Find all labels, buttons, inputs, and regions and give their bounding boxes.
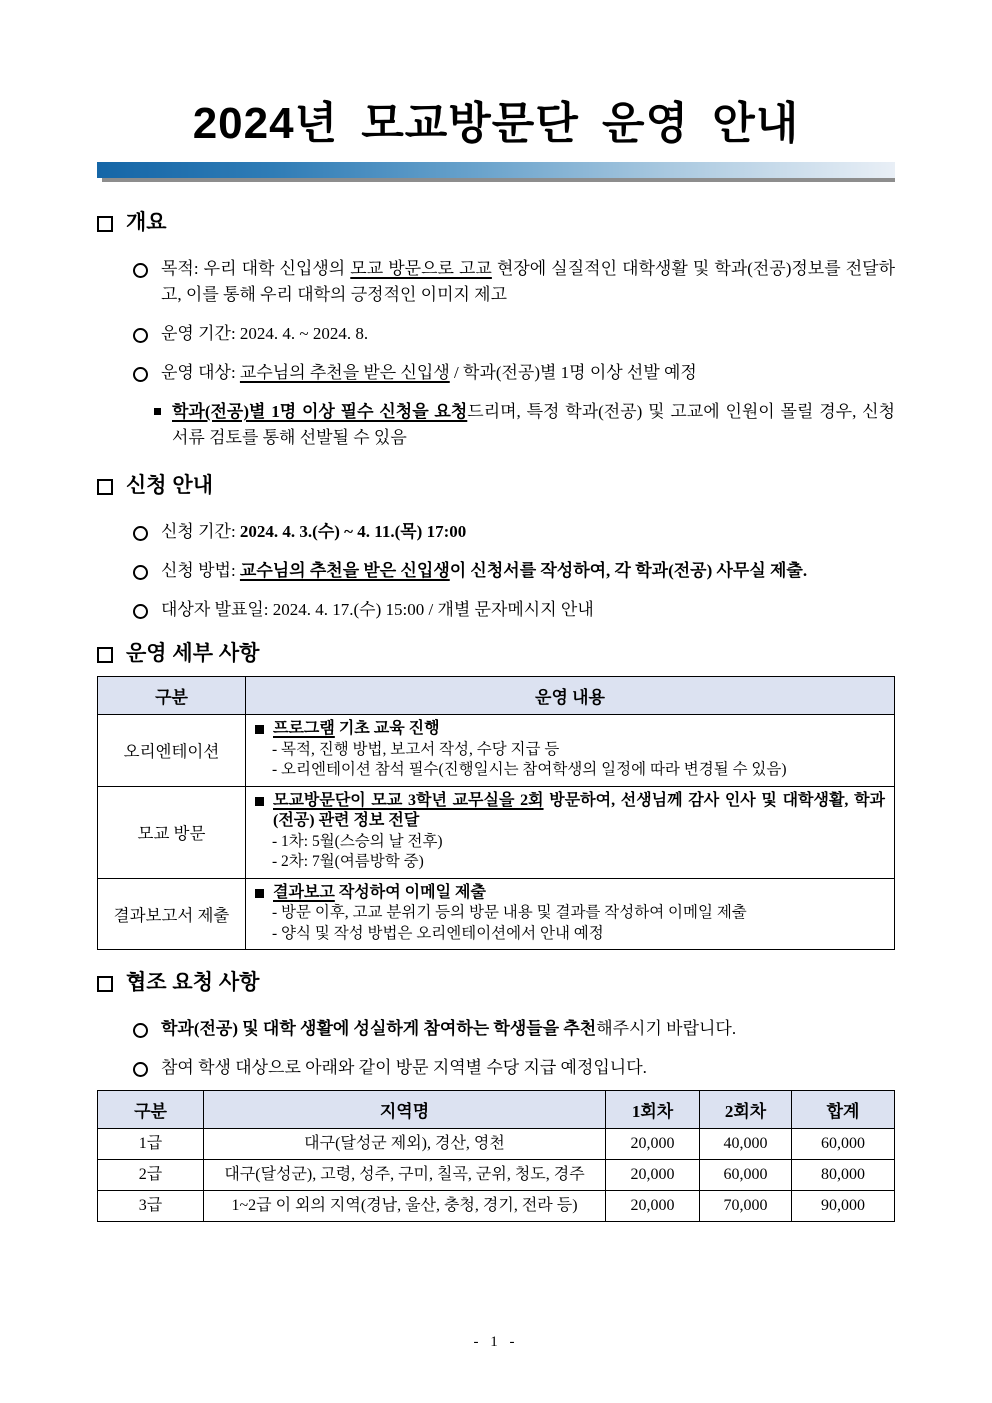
cell-title-text — [273, 883, 486, 904]
cell-sub-item: - 방문 이후, 고교 분위기 등의 방문 내용 및 결과를 작성하여 이메일 제출 — [272, 904, 747, 921]
amount-cell: 90,000 — [792, 1191, 895, 1222]
title-rule-shadow — [102, 178, 895, 182]
section-heading-label: 협조 요청 사항 — [126, 971, 260, 994]
application-method-text — [161, 558, 807, 584]
text-segment: 기초 교육 진행 — [334, 720, 440, 737]
circle-bullet-icon — [133, 604, 148, 619]
allowance-table — [97, 1090, 895, 1222]
region-cell: 1~2급 이 외의 지역(경남, 울산, 충청, 경기, 전라 등) — [204, 1191, 606, 1222]
grade-cell: 2급 — [98, 1160, 204, 1191]
circle-bullet-icon — [133, 1023, 148, 1038]
section-heading-label: 신청 안내 — [126, 474, 213, 497]
document-content — [97, 0, 895, 1222]
cell-sub-item: - 오리엔테이션 참석 필수(진행일시는 참여학생의 일정에 따라 변경될 수 있음) — [272, 761, 787, 778]
amount-cell: 60,000 — [700, 1160, 792, 1191]
small-square-bullet-icon — [154, 408, 161, 415]
grade-cell: 3급 — [98, 1191, 204, 1222]
text-segment: 방문하여, 선생님께 감사 인사 및 대학생활, 학과(전공) 관련 정보 전달 — [273, 791, 885, 829]
circle-bullet-icon — [133, 367, 148, 382]
circle-bullet-icon — [133, 565, 148, 580]
column-header: 구분 — [98, 677, 246, 715]
amount-cell: 80,000 — [792, 1160, 895, 1191]
cooperation-allowance-item — [133, 1055, 895, 1081]
column-header: 1회차 — [606, 1091, 700, 1129]
cooperation-allowance-text: 참여 학생 대상으로 아래와 같이 방문 지역별 수당 지급 예정입니다. — [161, 1058, 647, 1077]
cell-title — [255, 719, 885, 740]
underlined-segment: 교수님의 추천을 받은 신입생 — [239, 363, 450, 382]
text-segment: 신청 기간: — [161, 522, 240, 541]
text-segment: 운영 대상: — [161, 363, 240, 382]
amount-cell: 40,000 — [700, 1129, 792, 1160]
circle-bullet-icon — [133, 526, 148, 541]
region-cell: 대구(달성군), 고령, 성주, 구미, 칠곡, 군위, 청도, 경주 — [204, 1160, 606, 1191]
bold-segment: 학과(전공) 및 대학 생활에 성실하게 참여하는 학생들을 추천 — [161, 1019, 597, 1038]
circle-bullet-icon — [133, 263, 148, 278]
section-heading-label: 운영 세부 사항 — [126, 642, 260, 665]
bold-underlined-segment: 교수님의 추천을 받은 신입생 — [239, 561, 450, 580]
table-row — [98, 878, 895, 950]
underlined-segment: 결과보고 — [273, 883, 335, 901]
cell-title-text — [273, 719, 440, 740]
hollow-square-icon — [97, 976, 113, 992]
application-period-item — [133, 519, 895, 545]
row-label-cell: 결과보고서 제출 — [98, 878, 246, 950]
bold-underlined-segment: 학과(전공)별 1명 이상 필수 신청을 요청 — [172, 402, 468, 421]
square-bullet-icon — [255, 797, 264, 806]
circle-bullet-icon — [133, 328, 148, 343]
column-header: 2회차 — [700, 1091, 792, 1129]
table-header-row — [98, 1091, 895, 1129]
section-details-heading — [97, 641, 895, 667]
overview-target-note-text — [172, 399, 895, 451]
title-gradient-rule — [97, 162, 895, 178]
hollow-square-icon — [97, 647, 113, 663]
overview-target-text — [161, 360, 697, 386]
text-segment: / 학과(전공)별 1명 이상 선발 예정 — [449, 363, 697, 382]
row-label-cell: 모교 방문 — [98, 786, 246, 878]
underlined-segment: 프로그램 — [273, 720, 335, 737]
cell-title — [255, 791, 885, 832]
cell-sub-item: - 양식 및 작성 방법은 오리엔테이션에서 안내 예정 — [272, 924, 604, 942]
column-header: 운영 내용 — [246, 677, 895, 715]
application-announce-text: 대상자 발표일: 2024. 4. 17.(수) 15:00 / 개별 문자메시지 안내 — [161, 600, 594, 619]
text-segment: 해주시기 바랍니다. — [596, 1019, 737, 1038]
text-segment: 목적: 우리 대학 신입생의 — [161, 259, 351, 278]
text-segment: 현장에 실질적인 대학생활 및 학과(전공)정보를 전달하고, 이를 통해 우리 대학의 긍정적인 이미지 제고 — [161, 259, 895, 304]
table-row — [98, 1191, 895, 1222]
amount-cell: 20,000 — [606, 1191, 700, 1222]
cooperation-recommend-text — [161, 1016, 736, 1042]
application-period-text — [161, 519, 466, 545]
text-segment: 신청 방법: — [161, 561, 240, 580]
column-header: 지역명 — [204, 1091, 606, 1129]
square-bullet-icon — [255, 889, 264, 898]
row-content-cell — [246, 786, 895, 878]
amount-cell: 60,000 — [792, 1129, 895, 1160]
overview-period-item — [133, 321, 895, 347]
cell-title — [255, 883, 885, 904]
row-label-cell: 오리엔테이션 — [98, 715, 246, 787]
page-title: 2024년 모교방문단 운영 안내 — [192, 99, 800, 148]
amount-cell: 20,000 — [606, 1129, 700, 1160]
table-row — [98, 786, 895, 878]
overview-purpose-item — [133, 256, 895, 308]
cell-sub-item: - 2차: 7월(여름방학 중) — [272, 853, 424, 870]
overview-target-note-item — [154, 399, 895, 451]
hollow-square-icon — [97, 216, 113, 232]
cell-sub-item: - 목적, 진행 방법, 보고서 작성, 수당 지급 등 — [272, 740, 560, 758]
section-cooperation-heading — [97, 970, 895, 996]
table-row — [98, 1129, 895, 1160]
bold-segment: 이 신청서를 작성하여, 각 학과(전공) 사무실 제출. — [449, 561, 808, 580]
hollow-square-icon — [97, 479, 113, 495]
row-content-cell — [246, 878, 895, 950]
grade-cell: 1급 — [98, 1129, 204, 1160]
section-heading-label: 개요 — [126, 211, 167, 234]
overview-purpose-text — [161, 256, 895, 308]
column-header: 합계 — [792, 1091, 895, 1129]
underlined-segment: 모교 방문으로 고교 — [350, 259, 492, 278]
amount-cell: 70,000 — [700, 1191, 792, 1222]
circle-bullet-icon — [133, 1062, 148, 1077]
overview-target-item — [133, 360, 895, 386]
bold-segment: 2024. 4. 3.(수) ~ 4. 11.(목) 17:00 — [239, 522, 467, 541]
section-overview-heading — [97, 210, 895, 236]
text-segment: 작성하여 이메일 제출 — [334, 883, 486, 901]
overview-period-text: 운영 기간: 2024. 4. ~ 2024. 8. — [161, 324, 369, 343]
square-bullet-icon — [255, 725, 264, 734]
operation-details-table — [97, 676, 895, 950]
text-segment: 드리며, 특정 학과(전공) 및 고교에 인원이 몰릴 경우, 신청 서류 검토를 통해 선발될 수 있음 — [172, 402, 895, 447]
cell-title-text — [273, 791, 885, 832]
section-application-heading — [97, 473, 895, 499]
application-method-item — [133, 558, 895, 584]
cell-sub-item: - 1차: 5월(스승의 날 전후) — [272, 832, 443, 850]
page-number: - 1 - — [473, 1334, 519, 1350]
application-announce-item — [133, 597, 895, 623]
amount-cell: 20,000 — [606, 1160, 700, 1191]
table-header-row — [98, 677, 895, 715]
cooperation-recommend-item — [133, 1016, 895, 1042]
table-row — [98, 715, 895, 787]
region-cell: 대구(달성군 제외), 경산, 영천 — [204, 1129, 606, 1160]
column-header: 구분 — [98, 1091, 204, 1129]
underlined-segment: 모교방문단이 모교 3학년 교무실을 2회 — [273, 791, 544, 809]
row-content-cell — [246, 715, 895, 787]
table-row — [98, 1160, 895, 1191]
